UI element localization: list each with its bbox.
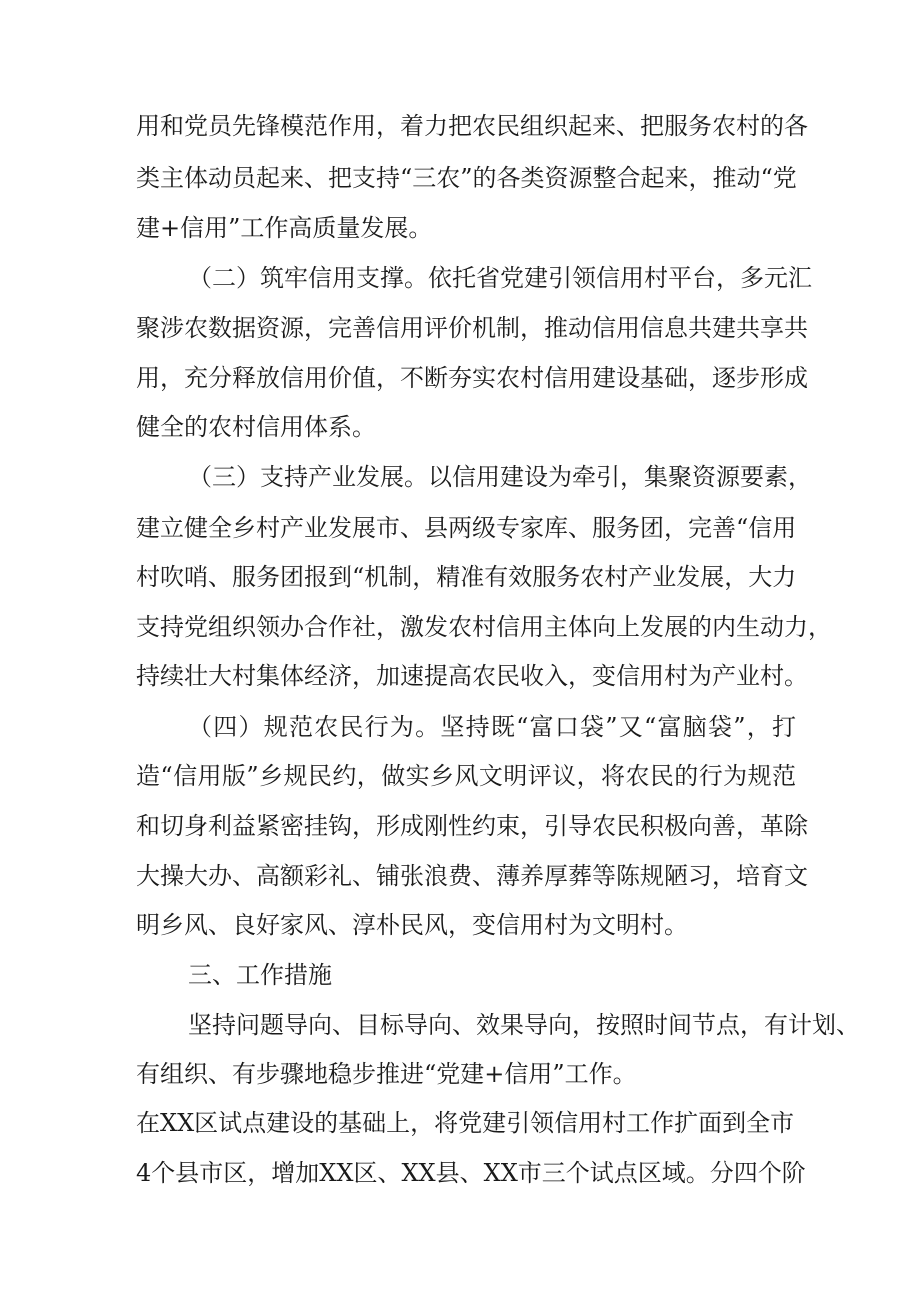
body-text-line: （四）规范农民行为。坚持既“富口袋”又“富脑袋”，打 [188, 713, 796, 741]
body-text-line: 有组织、有步骤地稳步推进“党建+信用”工作。 [136, 1060, 637, 1088]
body-text-line: 聚涉农数据资源，完善信用评价机制，推动信用信息共建共享共 [136, 314, 808, 342]
body-text-line: 4个县市区，增加XX区、XX县、XX市三个试点区域。分四个阶 [136, 1159, 806, 1187]
body-text-line: 坚持问题导向、目标导向、效果导向，按照时间节点，有计划、 [188, 1011, 860, 1039]
body-text-line: 建立健全乡村产业发展市、县两级专家库、服务团，完善“信用 [136, 514, 797, 542]
body-text-line: 大操大办、高额彩礼、铺张浪费、薄养厚葬等陈规陋习，培育文 [136, 862, 808, 890]
body-text-line: 持续壮大村集体经济，加速提高农民收入，变信用村为产业村。 [136, 662, 808, 690]
body-text-line: 明乡风、良好家风、淳朴民风，变信用村为文明村。 [136, 911, 688, 939]
body-text-line: 建+信用”工作高质量发展。 [136, 214, 433, 242]
body-text-line: （三）支持产业发展。以信用建设为牵引，集聚资源要素， [188, 463, 812, 491]
section-heading: 三、工作措施 [188, 961, 332, 989]
body-text-line: 用，充分释放信用价值，不断夯实农村信用建设基础，逐步形成 [136, 364, 808, 392]
body-text-line: 支持党组织领办合作社，激发农村信用主体向上发展的内生动力， [136, 613, 832, 641]
body-text-line: 健全的农村信用体系。 [136, 413, 376, 441]
body-text-line: 在XX区试点建设的基础上，将党建引领信用村工作扩面到全市 [136, 1109, 795, 1137]
body-text-line: （二）筑牢信用支撑。依托省党建引领信用村平台，多元汇 [188, 264, 812, 292]
body-text-line: 类主体动员起来、把支持“三农”的各类资源整合起来，推动“党 [136, 164, 797, 192]
body-text-line: 和切身利益紧密挂钩，形成刚性约束，引导农民积极向善，革除 [136, 812, 808, 840]
body-text-line: 造“信用版”乡规民约，做实乡风文明评议，将农民的行为规范 [136, 762, 796, 790]
body-text-line: 村吹哨、服务团报到“机制，精准有效服务农村产业发展，大力 [136, 563, 797, 591]
body-text-line: 用和党员先锋模范作用，着力把农民组织起来、把服务农村的各 [136, 112, 808, 140]
